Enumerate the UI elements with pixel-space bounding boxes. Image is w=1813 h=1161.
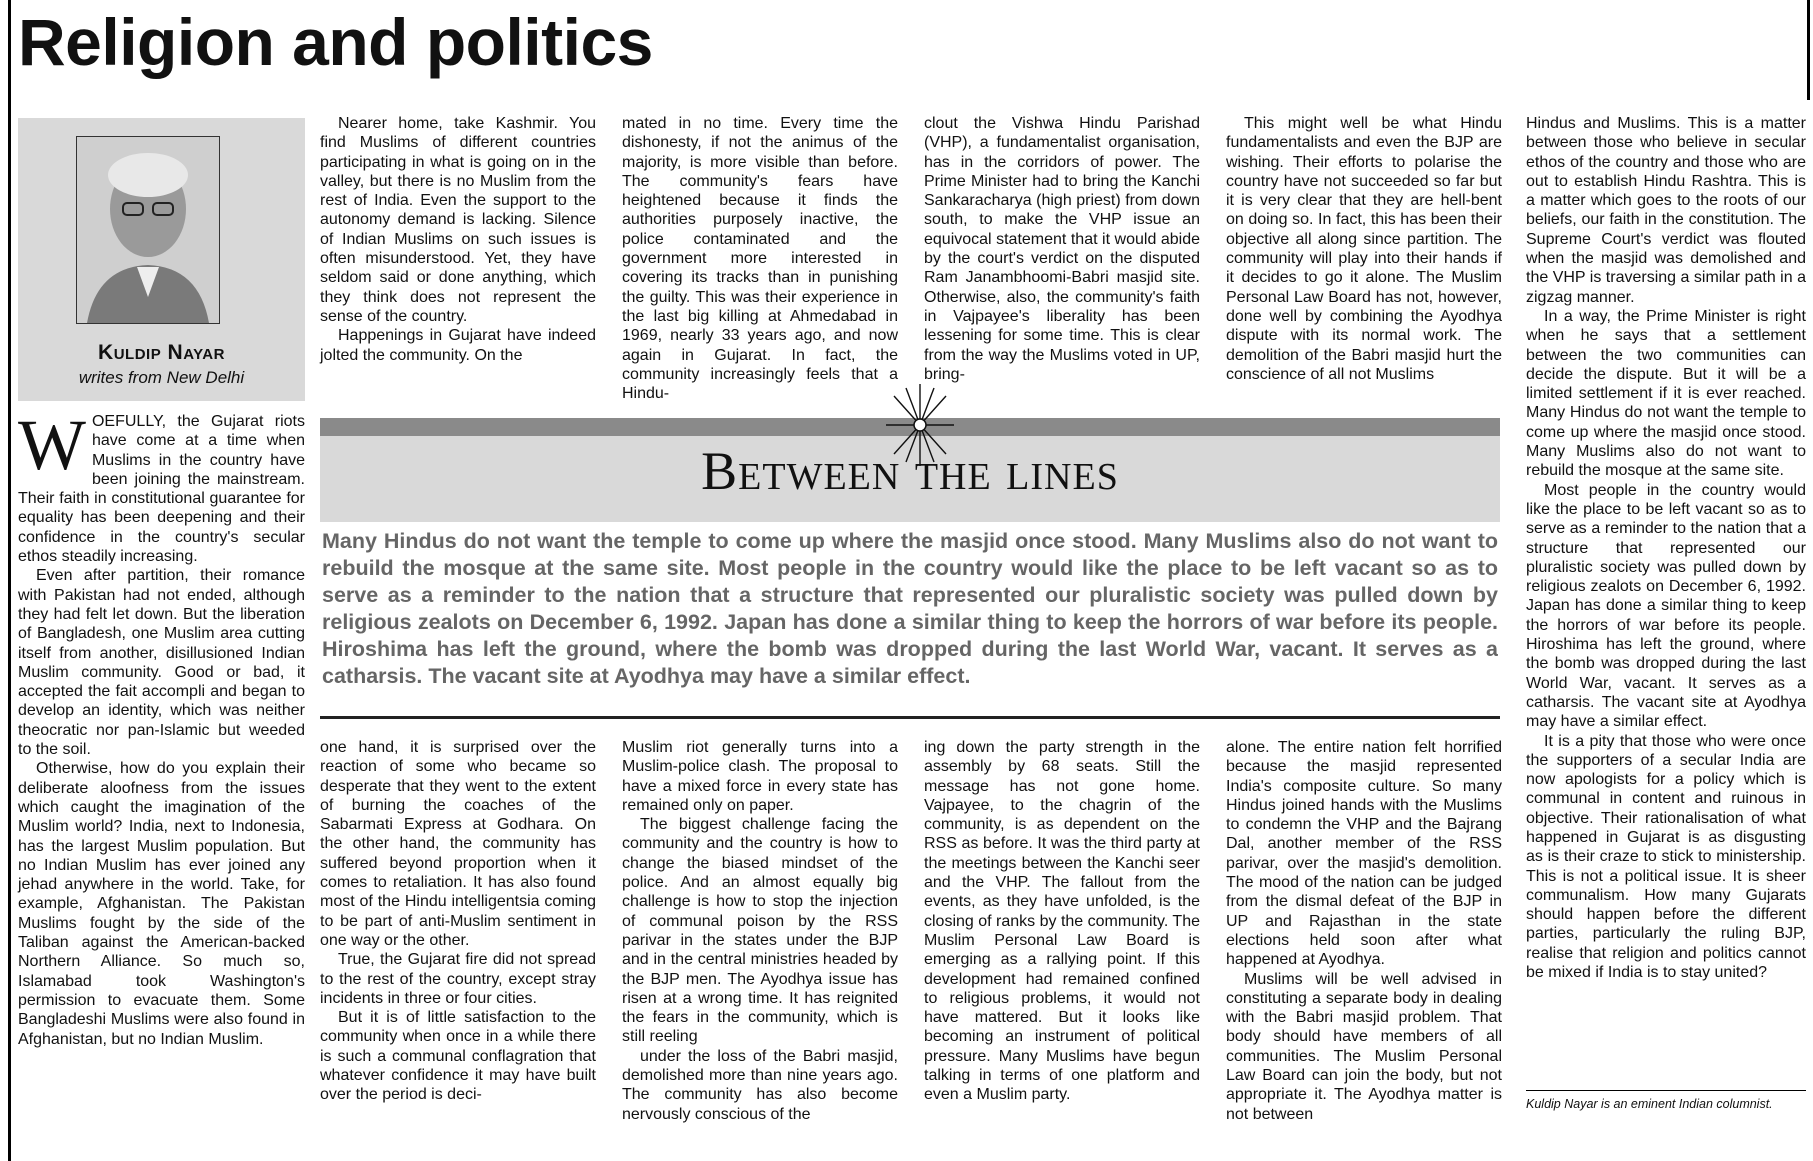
column-5-top [1226,114,1502,384]
paragraph: clout the Vishwa Hindu Parishad (VHP), a fundamentalist organisation, has in the corridors of power. The Prime Minister had to bring the Kanchi Sankaracharya (high priest) from down south, to make the VHP issue an equivocal statement that it would abide by the court's verdict on the disputed Ram Janambhoomi-Babri masjid site. Otherwise, also, the community's faith in Vajpayee's liberality has been lessening for some time. This is clear from the way the Muslims voted in UP, bring- [924,115,1200,383]
author-photo [76,136,220,324]
top-right-rule [1807,0,1810,100]
pull-quote: Many Hindus do not want the temple to come up where the masjid once stood. Many Muslims also do not want to rebuild the mosque at the same site. Most people in the country would like the place to be left vacant so as to serve as a reminder to the nation that a structure that represented our pluralistic society was pulled down by religious zealots on December 6, 1992. Japan has done a similar thing to keep the horrors of war before its people. Hiroshima has left the ground, where the bomb was dropped during the last World War, vacant. It serves as a catharsis. The vacant site at Ayodhya may have a similar effect. [322,529,1498,688]
column-2-top [320,114,596,365]
paragraph: Nearer home, take Kashmir. You find Muslims of different countries participating in what is going on in the valley, but there is no Muslim from the rest of India. Even the support to the autonomy demand is lacking. Silence of Indian Muslims on such issues is often misunderstood. Yet, they have seldom said or done anything, which they think does not represent the sense of the country. [320,115,596,325]
paragraph: alone. The entire nation felt horrified because the masjid represented India's composite culture. So many Hindus joined hands with the Muslims to condemn the VHP and the Bajrang Dal, another member of the RSS parivar, over the masjid's demolition. The mood of the nation can be judged from the dismal defeat of the BJP in UP and Rajasthan in the state elections held soon after what happened at Ayodhya. [1226,739,1502,969]
paragraph: WOEFULLY, the Gujarat riots have come at a time when Muslims in the country have been joining the mainstream. Their faith in constitutional guarantee for equality has been deepening and their confidence in the country's secular ethos steadily increasing. [18,405,305,566]
paragraph: Hindus and Muslims. This is a matter between those who believe in secular ethos of the country and those who are out to establish Hindu Rashtra. This is a matter which goes to the roots of our beliefs, our faith in the constitution. The Supreme Court's verdict was flouted when the masjid was demolished and the VHP is traversing a similar path in a zigzag manner. [1526,115,1806,306]
drop-cap: W [18,405,86,485]
column-4-top [924,114,1200,384]
footnote-rule [1526,1090,1806,1091]
band-bottom-rule [320,716,1500,719]
paragraph: Even after partition, their romance with Pakistan had not ended, although they had felt let down. But the liberation of Bangladesh, one Muslim area cutting itself from another, disillusioned Indian Muslim community. Good or bad, it accepted the fait accompli and began to develop an identity, which was neither theocratic nor pan-Islamic but weeded to the soil. [18,567,305,759]
author-dateline: writes from New Delhi [78,368,245,387]
paragraph: Most people in the country would like the place to be left vacant so as to serve as a reminder to the nation that a structure that represented our pluralistic society was pulled down by religious zealots on December 6, 1992. Japan has done a similar thing to keep the horrors of war before its people. Hiroshima has left the ground, where the bomb was dropped during the last World War, vacant. It serves as a catharsis. The vacant site at Ayodhya may have a similar effect. [1526,481,1806,731]
paragraph: Muslim riot generally turns into a Muslim-police clash. The proposal to have a mixed force in every state has remained only on paper. [622,739,898,814]
paragraph: one hand, it is surprised over the reaction of some who became so desperate that they went to the extent of burning the coaches of the Sabarmati Express at Godhara. On the other hand, the community has suffered beyond proportion when it comes to retaliation. It has also found most of the Hindu intelligentsia coming to be part of anti-Muslim sentiment in one way or the other. [320,739,596,949]
paragraph: ing down the party strength in the assembly by 68 seats. Still the message has not gone home. Vajpayee, to the chagrin of the community, is as dependent on the RSS as before. It was the third party at the meetings between the Kanchi seer and the VHP. The fallout from the events, as they have unfolded, is the closing of ranks by the community. The Muslim Personal Law Board is emerging as a rallying point. If this development had remained confined to religious problems, it would not have mattered. But it looks like becoming an instrument of political pressure. Many Muslims have begun talking in terms of one platform and even a Muslim party. [924,739,1200,1104]
paragraph: Muslims will be well advised in constituting a separate body in dealing with the Babri masjid problem. That body should have members of all communities. The Muslim Personal Law Board can join the body, but not appropriate it. The Ayodhya matter is not between [1226,970,1502,1123]
column-4-bottom [924,738,1200,1105]
column-3-bottom [622,738,898,1124]
footnote: Kuldip Nayar is an eminent Indian columnist. [1526,1097,1773,1111]
paragraph: The biggest challenge facing the community and the country is how to change the biased mindset of the police. And an almost equally big challenge is how to stop the injection of communal poison by the RSS parivar in the states under the BJP and in the central ministries headed by the BJP men. The Ayodhya issue has risen at a wrong time. It has reignited the fears in the community, which is still reeling [622,816,898,1046]
paragraph: mated in no time. Every time the dishonesty, if not the animus of the majority, is more visible than before. The community's fears have heightened because it finds the authorities purposely inactive, the police contaminated and the government more interested in covering its tracks than in punishing the guilty. This was their experience in the last big killing at Ahmedabad in 1969, nearly 33 years ago, and now again in Gujarat. In fact, the community increasingly feels that a Hindu- [622,115,898,403]
column-title: Between the lines [701,441,1119,501]
paragraph: But it is of little satisfaction to the community when once in a while there is such a communal conflagration that whatever confidence it may have built over the period is deci- [320,1009,596,1104]
column-3-top [622,114,898,403]
column-5-bottom [1226,738,1502,1124]
paragraph: True, the Gujarat fire did not spread to the rest of the country, except stray incidents in three or four cities. [320,951,596,1007]
paragraph: under the loss of the Babri masjid, demolished more than nine years ago. The community has also become nervously conscious of the [622,1047,898,1123]
paragraph: It is a pity that those who were once the supporters of a secular India are now apologists for a policy which is communal in content and ruinous in objective. Their rationalisation of what happened in Gujarat is as disgusting as is their craze to stick to ministership. This is not a political issue. It is sheer communalism. How many Gujarats should happen before the different parties, particularly the ruling BJP, realise that religion and politics cannot be mixed if India is to stay united? [1526,732,1806,982]
headline: Religion and politics [18,5,653,79]
paragraph: In a way, the Prime Minister is right when he says that a settlement between the two communities can decide the dispute. But it will be a limited settlement if it is ever reached. Many Hindus do not want the temple to come up where the masjid once stood. Many Muslims also do not want to rebuild the mosque at the same site. [1526,307,1806,480]
paragraph: Otherwise, how do you explain their deliberate aloofness from the issues which caught the imagination of the Muslim world? India, next to Indonesia, has the largest Muslim population. But no Indian Muslim has ever joined any jehad anywhere in the world. Take, for example, Afghanistan. The Pakistan Muslims fought by the side of the Taliban against the American-backed Northern Alliance. So much so, Islamabad took Washington's permission to evacuate them. Some Bangladeshi Muslims were also found in Afghanistan, but no Indian Muslim. [18,760,305,1048]
column-6 [1526,114,1806,982]
column-2-bottom [320,738,596,1105]
column-1 [18,405,305,1049]
left-border-rule [8,0,11,1161]
author-portrait-illustration [77,137,219,323]
author-name: Kuldip Nayar [98,341,225,364]
paragraph: Happenings in Gujarat have indeed jolted the community. On the [320,327,596,364]
paragraph: This might well be what Hindu fundamentalists and even the BJP are wishing. Their efforts to polarise the country have not succeeded so far but it is very clear that they are hell-bent on doing so. In fact, this has been their objective all along since partition. The community will play into their hands if it decides to go it alone. The Muslim Personal Law Board has not, however, done well by combining the Ayodhya dispute with its normal work. The demolition of the Babri masjid hurt the conscience of all not Muslims [1226,115,1502,383]
